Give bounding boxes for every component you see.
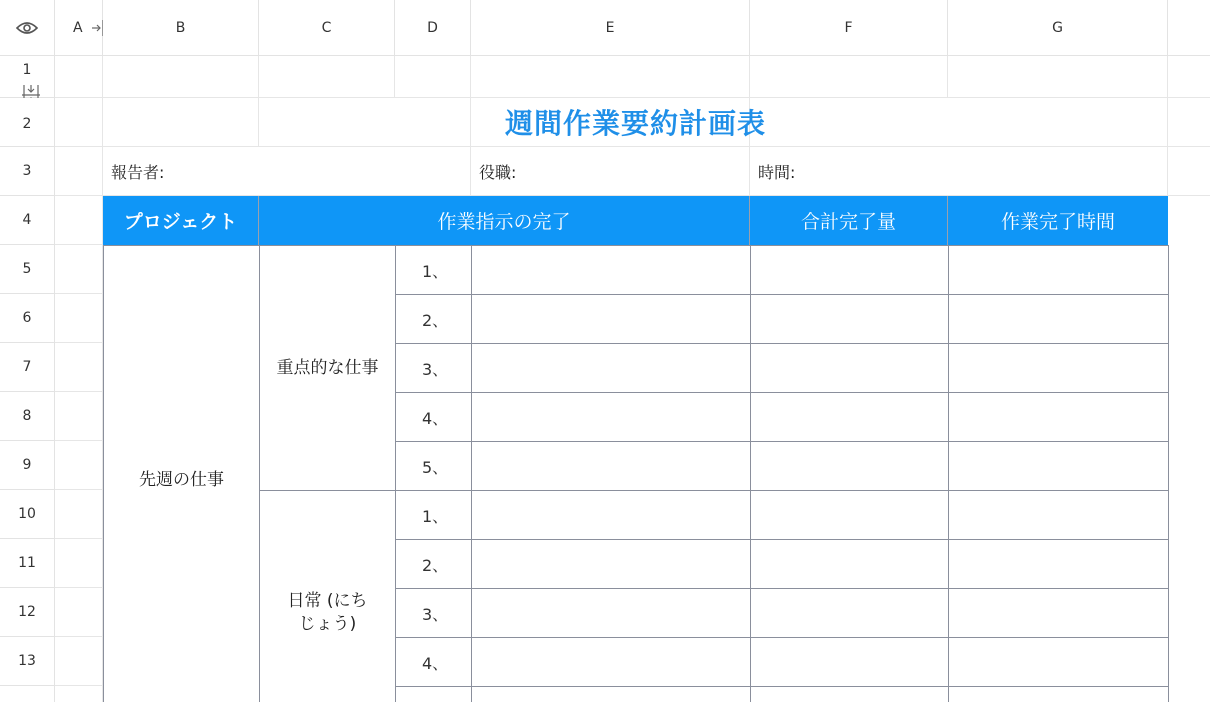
task-number-cell[interactable]: 2、 xyxy=(395,539,472,589)
completion-time-cell[interactable] xyxy=(948,392,1169,442)
grid-line xyxy=(394,56,395,98)
group-daily-work[interactable] xyxy=(259,490,396,702)
group-key-work[interactable] xyxy=(259,245,396,491)
grid-line xyxy=(55,244,103,245)
column-header-label: G xyxy=(1052,19,1063,36)
row-header-3[interactable] xyxy=(0,147,55,196)
total-completed-cell[interactable] xyxy=(750,343,949,393)
total-completed-cell[interactable] xyxy=(750,245,949,295)
header-total-completed[interactable]: 合計完了量 xyxy=(750,196,948,245)
sheet-title[interactable]: 週間作業要約計画表 xyxy=(504,107,766,140)
column-header-label: A xyxy=(73,19,83,36)
total-completed-cell[interactable] xyxy=(750,588,949,638)
task-detail-cell[interactable] xyxy=(471,490,751,540)
row-header-7[interactable] xyxy=(0,343,55,392)
completion-time-cell[interactable] xyxy=(948,637,1169,687)
time-label[interactable]: 時間: xyxy=(758,162,796,182)
task-detail-cell[interactable] xyxy=(471,343,751,393)
total-completed-cell[interactable] xyxy=(750,637,949,687)
grid-line xyxy=(55,636,103,637)
row-header-label: 1 xyxy=(22,61,32,78)
completion-time-cell[interactable] xyxy=(948,343,1169,393)
grid-line xyxy=(55,538,103,539)
row-header-2[interactable] xyxy=(0,98,55,147)
column-header-label: D xyxy=(427,19,438,36)
completion-time-cell[interactable] xyxy=(948,588,1169,638)
row-header-label: 5 xyxy=(22,261,32,277)
task-number-cell[interactable]: 1、 xyxy=(395,490,472,540)
row-header-label: 2 xyxy=(22,116,32,132)
task-detail-cell[interactable] xyxy=(471,539,751,589)
row-header-label: 4 xyxy=(22,212,32,228)
section-last-week-work[interactable] xyxy=(103,245,260,702)
row-header-label: 9 xyxy=(22,457,32,473)
row-header-label: 6 xyxy=(22,310,32,326)
header-project[interactable]: プロジェクト xyxy=(103,196,259,245)
group-label: 日常 (にち じょう) xyxy=(287,591,368,634)
column-header-label: F xyxy=(844,19,853,36)
task-detail-cell[interactable] xyxy=(471,294,751,344)
group-label: 重点的な仕事 xyxy=(276,357,379,378)
grid-line xyxy=(55,342,103,343)
column-header-b[interactable] xyxy=(103,0,259,56)
completion-time-cell[interactable] xyxy=(948,441,1169,491)
completion-time-cell[interactable] xyxy=(948,245,1169,295)
completion-time-cell[interactable] xyxy=(948,686,1169,702)
task-number-cell[interactable]: 5、 xyxy=(395,441,472,491)
row-header-label: 11 xyxy=(18,555,36,571)
grid-line xyxy=(55,685,103,686)
row-header-14[interactable] xyxy=(0,686,55,702)
total-completed-cell[interactable] xyxy=(750,539,949,589)
row-header-11[interactable] xyxy=(0,539,55,588)
grid-line xyxy=(55,391,103,392)
row-header-label: 10 xyxy=(18,506,36,522)
completion-time-cell[interactable] xyxy=(948,539,1169,589)
grid-line xyxy=(55,587,103,588)
task-number-cell[interactable]: 4、 xyxy=(395,392,472,442)
position-label[interactable]: 役職: xyxy=(479,162,517,182)
task-detail-cell[interactable] xyxy=(471,441,751,491)
column-visibility-toggle[interactable] xyxy=(0,0,55,56)
reporter-label[interactable]: 報告者: xyxy=(111,162,165,182)
row-header-label: 3 xyxy=(22,163,32,179)
task-number-cell[interactable]: 2、 xyxy=(395,294,472,344)
row-header-8[interactable] xyxy=(0,392,55,441)
total-completed-cell[interactable] xyxy=(750,392,949,442)
row-header-10[interactable] xyxy=(0,490,55,539)
grid-line xyxy=(55,440,103,441)
row-header-label: 13 xyxy=(18,653,36,669)
task-number-cell[interactable]: 1、 xyxy=(395,245,472,295)
completion-time-cell[interactable] xyxy=(948,294,1169,344)
row-header-12[interactable] xyxy=(0,588,55,637)
row-header-5[interactable] xyxy=(0,245,55,294)
total-completed-cell[interactable] xyxy=(750,441,949,491)
task-number-cell[interactable]: 3、 xyxy=(395,588,472,638)
column-header-empty[interactable] xyxy=(1168,0,1210,56)
column-header-d[interactable] xyxy=(395,0,471,56)
total-completed-cell[interactable] xyxy=(750,686,949,702)
header-completion-time[interactable]: 作業完了時間 xyxy=(948,196,1168,245)
task-detail-cell[interactable] xyxy=(471,686,751,702)
total-completed-cell[interactable] xyxy=(750,490,949,540)
column-header-label: C xyxy=(321,19,332,36)
header-completed-tasks[interactable]: 作業指示の完了 xyxy=(259,196,750,245)
row-header-13[interactable] xyxy=(0,637,55,686)
column-header-e[interactable] xyxy=(471,0,750,56)
row-header-label: 7 xyxy=(22,359,32,375)
row-header-4[interactable] xyxy=(0,196,55,245)
row-header-label: 12 xyxy=(18,604,36,620)
task-detail-cell[interactable] xyxy=(471,392,751,442)
column-header-g[interactable] xyxy=(948,0,1168,56)
column-header-f[interactable] xyxy=(750,0,948,56)
column-header-label: B xyxy=(175,19,186,36)
task-detail-cell[interactable] xyxy=(471,637,751,687)
total-completed-cell[interactable] xyxy=(750,294,949,344)
eye-icon xyxy=(16,21,38,35)
task-number-cell[interactable]: 3、 xyxy=(395,343,472,393)
task-number-cell[interactable] xyxy=(395,686,472,702)
grid-line xyxy=(55,293,103,294)
task-number-cell[interactable]: 4、 xyxy=(395,637,472,687)
row-header-6[interactable] xyxy=(0,294,55,343)
grid-line xyxy=(947,56,948,98)
task-detail-cell[interactable] xyxy=(471,588,751,638)
row-header-9[interactable] xyxy=(0,441,55,490)
task-detail-cell[interactable] xyxy=(471,245,751,295)
row-header-label: 8 xyxy=(22,408,32,424)
column-header-label: E xyxy=(605,19,615,36)
column-header-c[interactable] xyxy=(259,0,395,56)
grid-line xyxy=(55,489,103,490)
completion-time-cell[interactable] xyxy=(948,490,1169,540)
section-label: 先週の仕事 xyxy=(139,469,224,490)
